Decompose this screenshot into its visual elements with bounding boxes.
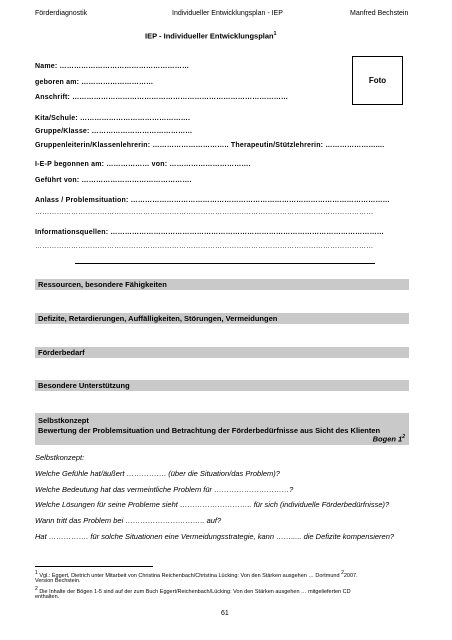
name-field: Name: ……………………………………………… [35, 63, 190, 70]
footnote-1-year: 2007. [343, 572, 358, 579]
footnote-1 [35, 570, 358, 579]
geboren-field: geboren am: ………………………… [35, 79, 154, 86]
selbstkonzept-heading: Selbstkonzept [38, 416, 89, 425]
anlass-continuation: …………………………………………………………………………………………………………………………… [35, 209, 374, 216]
selbstkonzept-subheading: Bewertung der Problemsituation und Betrachtung der Förderbedürfnisse aus Sicht des Klienten [38, 426, 381, 435]
header-center: Individueller Entwicklungsplan - IEP [172, 10, 283, 17]
informationsquellen-continuation: …………………………………………………………………………………………………………………………… [35, 243, 374, 250]
section-ressourcen: Ressourcen, besondere Fähigkeiten [35, 279, 409, 290]
bogen-text: Bogen 1 [372, 434, 403, 443]
footnote-1-marker: 1 [35, 570, 38, 576]
header-right: Manfred Bechstein [350, 10, 409, 17]
bogen-footnote-ref: 2 [402, 433, 405, 440]
section-defizite: Defizite, Retardierungen, Auffälligkeiten, Störungen, Vermeidungen [35, 313, 409, 324]
footnote-2-text: Die Inhalte der Bögen 1-5 sind auf der zum Buch Eggert/Reichenbach/Lücking: Von den Stärken ausgehen … mitgelieferten CD [39, 588, 351, 595]
footnote-1-version: Version Bechstein. [35, 578, 81, 584]
bogen-label [373, 432, 405, 445]
page-title-text: IEP - Individueller Entwicklungsplan [145, 31, 274, 41]
page-number: 61 [221, 610, 229, 617]
footnote-2-marker: 2 [35, 586, 38, 592]
question-wann: Wann tritt das Problem bei ………………………….. auf? [35, 516, 222, 525]
informationsquellen-field: Informationsquellen: …………………………………………………………………………………………………… [35, 229, 384, 236]
footnote-1-text: Vgl.: Eggert, Dietrich unter Mitarbeit von Christina Reichenbach/Christina Lücking: Von den Stärken ausgehen … Dortmund [39, 572, 340, 579]
section-unterstuetzung: Besondere Unterstützung [35, 380, 409, 391]
section-selbstkonzept [35, 413, 409, 445]
page-title [145, 31, 276, 41]
anlass-field: Anlass / Problemsituation: ……………………………………………………………………………………………… [35, 197, 390, 204]
footnote-2 [35, 586, 351, 595]
photo-label: Foto [368, 76, 387, 85]
footnote-separator [35, 566, 153, 567]
gefuehrt-field: Geführt von: ………………………………………. [35, 177, 192, 184]
begonnen-field: I-E-P begonnen am: ……………… von: ……………………………. [35, 161, 251, 168]
gruppe-field: Gruppe/Klasse: …………………………………… [35, 128, 193, 135]
header-left: Förderdiagnostik [35, 10, 88, 17]
question-gefuehle: Welche Gefühle hat/äußert ……………. (über die Situation/das Problem)? [35, 469, 280, 478]
photo-box [352, 56, 403, 105]
separator-line [75, 263, 375, 264]
anschrift-field: Anschrift: ……………………………………………………………………………… [35, 94, 289, 101]
question-vermeidung: Hat ……………. für solche Situationen eine Vermeidungsstrategie, kann ……..... die Defizite kompensieren? [35, 532, 395, 541]
question-loesungen: Welche Lösungen für seine Probleme sieht ……………………….. für sich (individuelle Förderbedürfnisse)? [35, 500, 390, 509]
gruppenleiter-field: Gruppenleiterin/Klassenlehrerin: ………………………….. Therapeutin/Stützlehrerin: ………………….... [35, 142, 385, 149]
footnote-1-edition: 2 [341, 570, 344, 576]
title-footnote-ref: 1 [273, 31, 277, 37]
kita-field: Kita/Schule: ………………………………………. [35, 115, 191, 122]
question-bedeutung: Welche Bedeutung hat das vermeintliche Problem für …………………………? [35, 485, 294, 494]
selbstkonzept-label: Selbstkonzept: [35, 453, 85, 462]
section-foerderbedarf: Förderbedarf [35, 347, 409, 358]
footnote-2-continuation: enthalten. [35, 594, 60, 600]
